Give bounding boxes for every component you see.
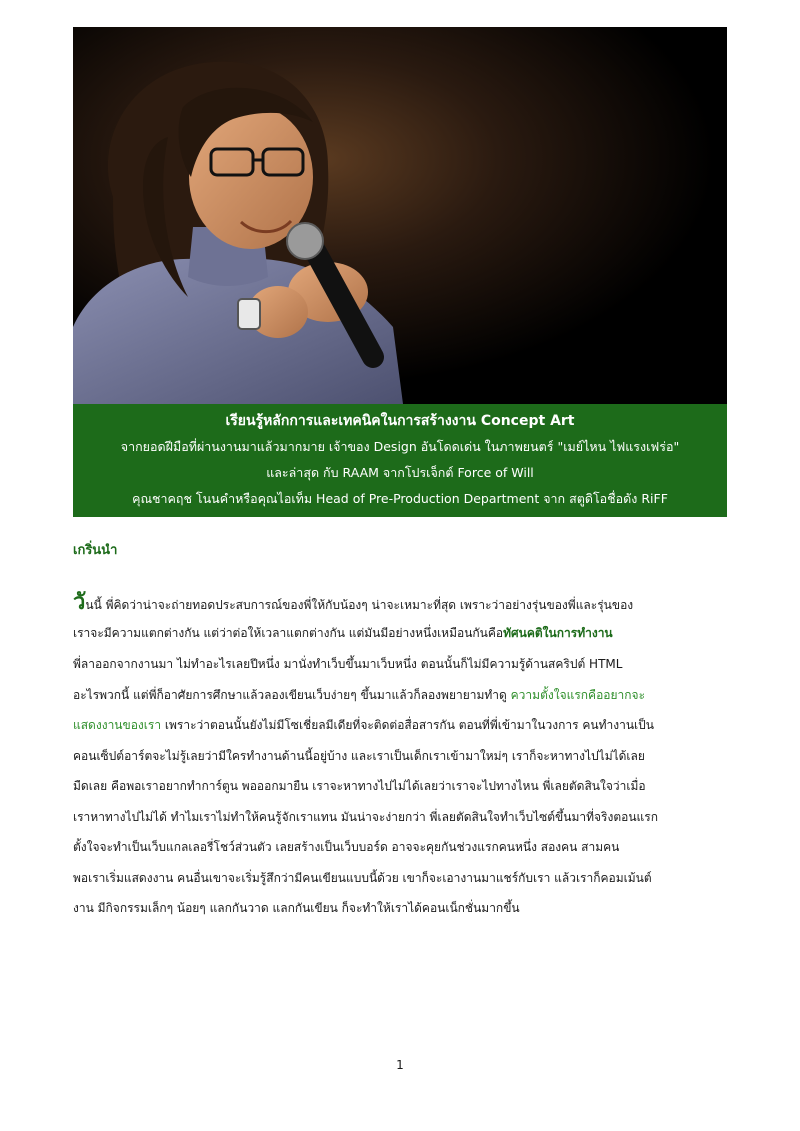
- intro-line-1: [73, 588, 727, 618]
- intro-line-2: [73, 618, 727, 648]
- body-line-2-text: อะไรพวกนี้ แต่พี่ก็อาศัยการศึกษาแล้วลองเขียนเว็บง่ายๆ ขึ้นมาแล้วก็ลองพยายามทำดู: [73, 687, 511, 702]
- body-line-2: [73, 680, 727, 711]
- body-line-1: พี่ลาออกจากงานมา ไม่ทำอะไรเลยปีหนึ่ง มานั่งทำเว็บขึ้นมาเว็บหนึ่ง ตอนนั้นก็ไม่มีความรู้ด้านสคริปต์ HTML: [73, 657, 623, 671]
- banner-line-2: จากยอดฝีมือที่ผ่านงานมาแล้วมากมาย เจ้าของ Design อันโดดเด่น ในภาพยนตร์ "เมย์ไหน ไฟแรงเฟร่อ": [120, 439, 680, 454]
- intro-emphasis: ทัศนคติในการทำงาน: [503, 626, 613, 640]
- body-line-3-text: เพราะว่าตอนนั้นยังไม่มีโซเชี่ยลมีเดียที่จะติดต่อสื่อสารกัน ตอนที่พี่เข้ามาในวงการ คนทำงานเป็น: [161, 718, 654, 732]
- speaker-photo: [73, 27, 727, 404]
- intro-line-1-text: นนี้ พี่คิดว่าน่าจะถ่ายทอดประสบการณ์ของพี่ให้กับน้องๆ น่าจะเหมาะที่สุด เพราะว่าอย่างรุ่นของพี่และรุ่นของ: [85, 598, 634, 612]
- body-line-3: [73, 710, 727, 741]
- body-highlight-2: แสดงงานของเรา: [73, 718, 162, 732]
- drop-cap: วั: [73, 590, 86, 615]
- hero-figure: [73, 27, 727, 517]
- body-line-4: คอนเซ็ปต์อาร์ตจะไม่รู้เลยว่ามีใครทำงานด้านนี้อยู่บ้าง และเราเป็นเด็กเราเข้ามาใหม่ๆ เราก็จะหาทางไปไม่ได้เลย: [73, 748, 645, 763]
- body-highlight-1: ความตั้งใจแรกคืออยากจะ: [510, 687, 646, 702]
- body-line-6: เราหาทางไปไม่ได้ ทำไมเราไม่ทำให้คนรู้จักเราแทน มันน่าจะง่ายกว่า พี่เลยตัดสินใจทำเว็บไซต์ขึ้นมาที่จริงตอนแรก: [73, 809, 658, 824]
- body-paragraph: [73, 649, 727, 924]
- page-number: 1: [396, 1058, 404, 1072]
- event-banner: [73, 404, 727, 517]
- body-line-9: งาน มีกิจกรรมเล็กๆ น้อยๆ แลกกันวาด แลกกันเขียน ก็จะทำให้เราได้คอนเน็กชั่นมากขึ้น: [73, 901, 520, 915]
- banner-line-3: และล่าสุด กับ RAAM จากโปรเจ็กต์ Force of Will: [266, 465, 534, 480]
- intro-line-2-text: เราจะมีความแตกต่างกัน แต่ว่าต่อให้เวลาแตกต่างกัน แต่มันมีอย่างหนึ่งเหมือนกันคือ: [73, 626, 504, 640]
- body-line-8: พอเราเริ่มแสดงงาน คนอื่นเขาจะเริ่มรู้สึกว่ามีคนเขียนแบบนี้ด้วย เขาก็จะเอางานมาแชร์กับเรา แล้วเราก็คอมเม้นต์: [73, 870, 652, 885]
- body-line-7: ตั้งใจจะทำเป็นเว็บแกลเลอรี่โชว์ส่วนตัว เลยสร้างเป็นเว็บบอร์ด อาจจะคุยกันช่วงแรกคนหนึ่ง สองคน สามคน: [73, 840, 620, 854]
- intro-paragraph: [73, 588, 727, 648]
- banner-line-4: คุณชาคฤช โนนคำหรือคุณไอเท็ม Head of Pre-Production Department จาก สตูดิโอชื่อดัง RiFF: [132, 491, 668, 506]
- body-line-5: มืดเลย คือพอเราอยากทำการ์ตูน พอออกมายืน เราจะหาทางไปไม่ได้เลยว่าเราจะไปทางไหน พี่เลยตัดสินใจว่าเมื่อ: [73, 779, 646, 793]
- section-heading: เกริ่นนำ: [73, 543, 118, 558]
- banner-title: เรียนรู้หลักการและเทคนิคในการสร้างงาน Concept Art: [225, 413, 575, 429]
